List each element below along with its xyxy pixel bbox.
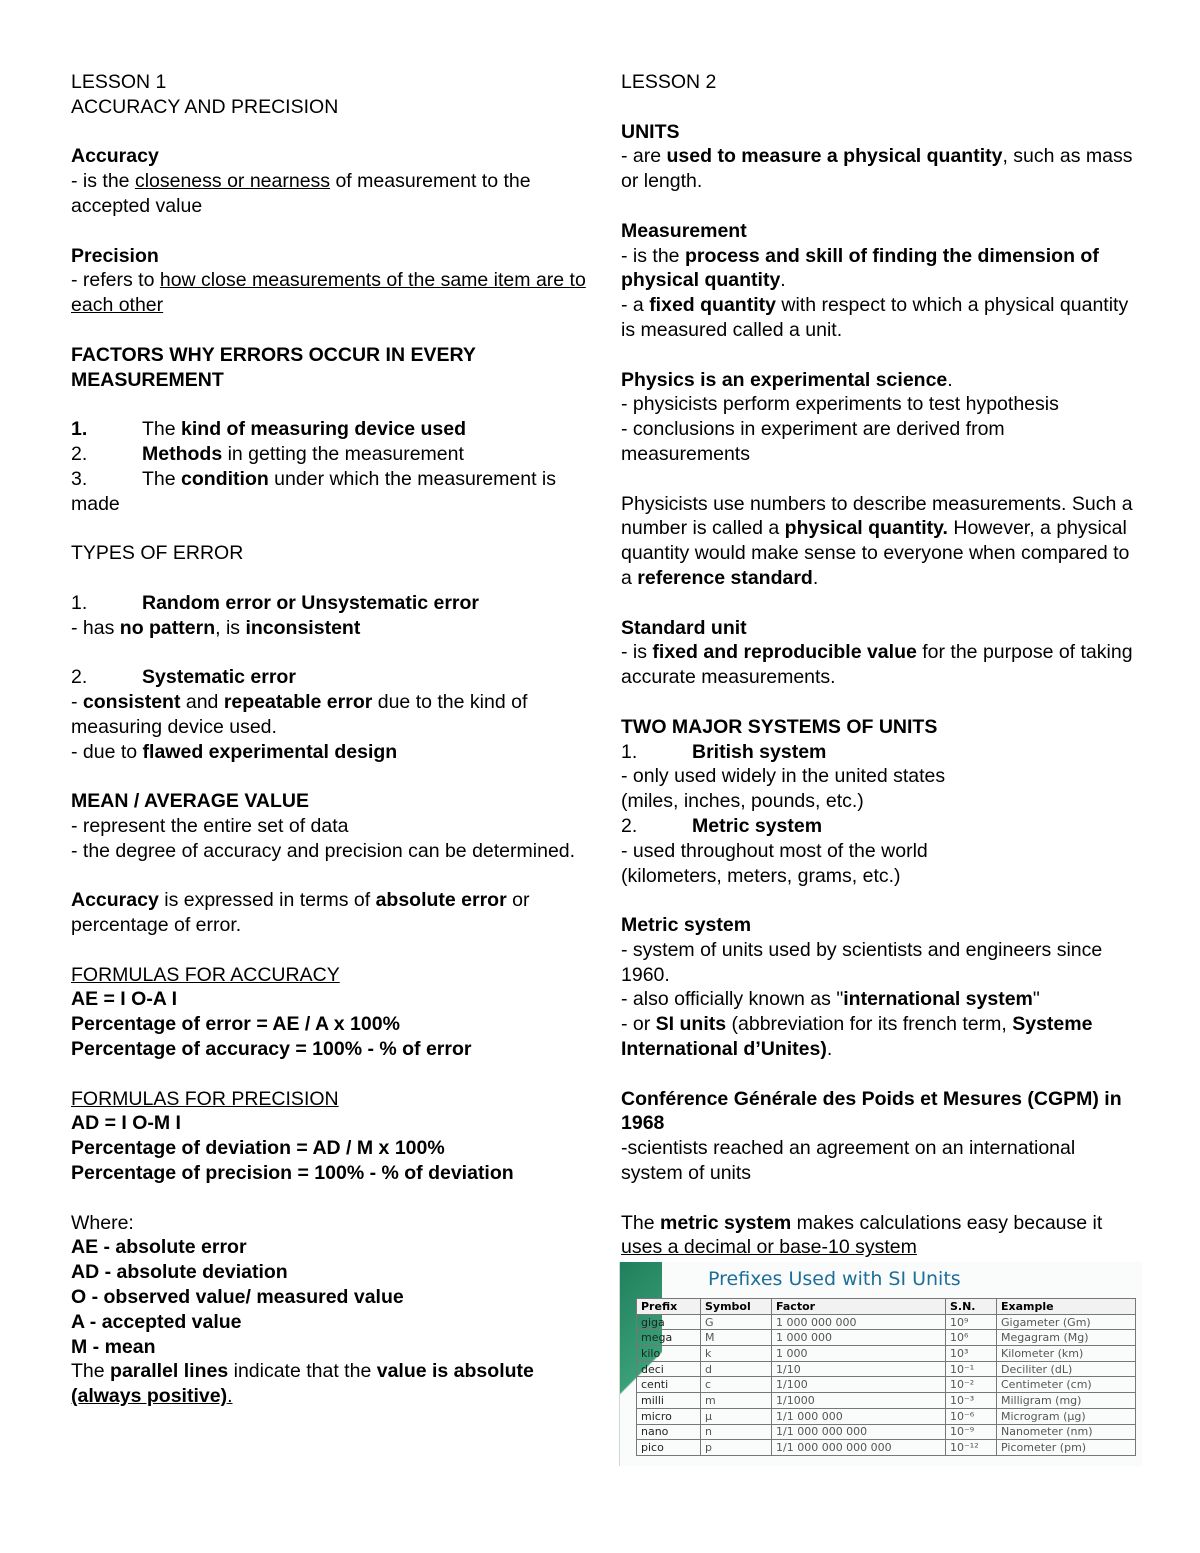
table-cell: 10⁻¹ <box>946 1361 997 1377</box>
table-cell: centi <box>637 1377 701 1393</box>
british-system-title: 1. British system <box>621 740 827 763</box>
table-row <box>637 1314 1136 1330</box>
table-cell: 10⁶ <box>946 1330 997 1346</box>
legend-line: A - accepted value <box>71 1310 242 1333</box>
formula-line: AE = I O-A I <box>71 988 178 1011</box>
systematic-error-desc-2: - due to flawed experimental design <box>71 740 398 763</box>
table-cell: 10³ <box>946 1346 997 1362</box>
table-cell: Microgram (μg) <box>997 1408 1136 1424</box>
table-cell: Nanometer (nm) <box>997 1424 1136 1440</box>
british-system-line: (miles, inches, pounds, etc.) <box>621 790 864 813</box>
systems-heading: TWO MAJOR SYSTEMS OF UNITS <box>621 715 938 738</box>
standard-unit-heading: Standard unit <box>621 616 747 639</box>
table-cell: 10⁻² <box>946 1377 997 1393</box>
measurement-unit: - a fixed quantity with respect to which a physical quantity is measured called a unit. <box>621 294 1129 341</box>
table-cell: 10⁻¹² <box>946 1440 997 1456</box>
physics-line: - physicists perform experiments to test hypothesis <box>621 393 1059 416</box>
accuracy-heading: Accuracy <box>71 145 159 168</box>
legend-line: O - observed value/ measured value <box>71 1286 404 1309</box>
random-error-title: 1. Random error or Unsystematic error <box>71 591 480 614</box>
units-heading: UNITS <box>621 120 680 143</box>
physics-line: - conclusions in experiment are derived from measurements <box>621 418 1005 465</box>
table-row <box>637 1408 1136 1424</box>
si-table-body <box>637 1314 1136 1455</box>
table-cell: m <box>701 1393 772 1409</box>
table-cell: d <box>701 1361 772 1377</box>
table-cell: giga <box>637 1314 701 1330</box>
table-cell: 10⁻³ <box>946 1393 997 1409</box>
table-cell: nano <box>637 1424 701 1440</box>
measurement-definition: - is the process and skill of finding the dimension of physical quantity. <box>621 244 1099 292</box>
table-cell: 1/1000 <box>772 1393 946 1409</box>
mean-heading: MEAN / AVERAGE VALUE <box>71 790 309 813</box>
legend-line: AE - absolute error <box>71 1236 247 1259</box>
types-heading: TYPES OF ERROR <box>71 542 244 565</box>
accuracy-expressed: Accuracy is expressed in terms of absolute error or percentage of error. <box>71 889 530 937</box>
lesson-1-title: ACCURACY AND PRECISION <box>71 95 339 118</box>
metric-heading: Metric system <box>621 914 752 937</box>
table-header-row <box>637 1299 1136 1315</box>
metric-line: - also officially known as "international system" <box>621 988 1040 1011</box>
decimal-system-note: The metric system makes calculations easy because it uses a decimal or base-10 system <box>621 1211 1103 1259</box>
table-cell: G <box>701 1314 772 1330</box>
standard-unit-definition: - is fixed and reproducible value for the purpose of taking accurate measurements. <box>621 641 1133 689</box>
mean-line: - represent the entire set of data <box>71 814 349 837</box>
table-cell: 1 000 <box>772 1346 946 1362</box>
systematic-error-title: 2. Systematic error <box>71 666 296 689</box>
table-cell: pico <box>637 1440 701 1456</box>
column-header: Prefix <box>637 1299 701 1315</box>
si-prefixes-table <box>636 1298 1136 1456</box>
metric-system-line: - used throughout most of the world <box>621 839 928 862</box>
cgpm-line: -scientists reached an agreement on an international system of units <box>621 1137 1076 1185</box>
table-cell: 1/1 000 000 <box>772 1408 946 1424</box>
table-row <box>637 1377 1136 1393</box>
table-cell: 10⁹ <box>946 1314 997 1330</box>
column-header: Factor <box>772 1299 946 1315</box>
formula-line: AD = I O-M I <box>71 1112 181 1135</box>
table-cell: 10⁻⁶ <box>946 1408 997 1424</box>
precision-heading: Precision <box>71 244 159 267</box>
table-cell: M <box>701 1330 772 1346</box>
metric-line: - or SI units (abbreviation for its french term, Systeme International d’Unites). <box>621 1013 1093 1061</box>
systematic-error-desc: - consistent and repeatable error due to the kind of measuring device used. <box>71 690 528 738</box>
table-cell: Centimeter (cm) <box>997 1377 1136 1393</box>
table-cell: mega <box>637 1330 701 1346</box>
table-row <box>637 1330 1136 1346</box>
table-cell: Gigameter (Gm) <box>997 1314 1136 1330</box>
table-cell: 10⁻⁹ <box>946 1424 997 1440</box>
table-row <box>637 1424 1136 1440</box>
table-cell: p <box>701 1440 772 1456</box>
factor-item: 1. The kind of measuring device used <box>71 418 467 441</box>
table-cell: Kilometer (km) <box>997 1346 1136 1362</box>
physics-heading: Physics is an experimental science. <box>621 368 953 391</box>
formulas-precision-heading: FORMULAS FOR PRECISION <box>71 1087 339 1110</box>
table-cell: Picometer (pm) <box>997 1440 1136 1456</box>
units-definition: - are used to measure a physical quantity, such as mass or length. <box>621 145 1133 193</box>
column-header: Example <box>997 1299 1136 1315</box>
formulas-accuracy-heading: FORMULAS FOR ACCURACY <box>71 963 340 986</box>
table-cell: deci <box>637 1361 701 1377</box>
formula-line: Percentage of accuracy = 100% - % of error <box>71 1038 472 1061</box>
left-column <box>71 70 586 1409</box>
formula-line: Percentage of deviation = AD / M x 100% <box>71 1137 445 1160</box>
factor-item: 2. Methods in getting the measurement <box>71 442 464 465</box>
formula-line: Percentage of error = AE / A x 100% <box>71 1013 400 1036</box>
table-cell: Megagram (Mg) <box>997 1330 1136 1346</box>
column-header: S.N. <box>946 1299 997 1315</box>
random-error-desc: - has no pattern, is inconsistent <box>71 616 361 639</box>
table-cell: μ <box>701 1408 772 1424</box>
where-label: Where: <box>71 1211 134 1234</box>
legend-line: M - mean <box>71 1335 156 1358</box>
measurement-heading: Measurement <box>621 219 747 242</box>
table-row <box>637 1361 1136 1377</box>
table-cell: k <box>701 1346 772 1362</box>
metric-system-line: (kilometers, meters, grams, etc.) <box>621 864 901 887</box>
lesson-1-label: LESSON 1 <box>71 71 167 93</box>
british-system-line: - only used widely in the united states <box>621 765 946 788</box>
right-column <box>621 70 1136 1260</box>
cgpm-heading: Conférence Générale des Poids et Mesures (CGPM) in 1968 <box>621 1087 1122 1135</box>
table-cell: Deciliter (dL) <box>997 1361 1136 1377</box>
factors-heading: FACTORS WHY ERRORS OCCUR IN EVERY MEASUREMENT <box>71 343 476 391</box>
table-row <box>637 1346 1136 1362</box>
table-cell: c <box>701 1377 772 1393</box>
table-cell: 1 000 000 000 <box>772 1314 946 1330</box>
table-cell: 1 000 000 <box>772 1330 946 1346</box>
factor-item: 3. The condition under which the measurement is made <box>71 467 556 515</box>
table-cell: 1/1 000 000 000 000 <box>772 1440 946 1456</box>
formula-line: Percentage of precision = 100% - % of deviation <box>71 1162 514 1185</box>
table-cell: 1/100 <box>772 1377 946 1393</box>
precision-definition: - refers to how close measurements of the same item are to each other <box>71 269 586 317</box>
si-prefixes-figure <box>619 1262 1142 1466</box>
metric-line: - system of units used by scientists and engineers since 1960. <box>621 938 1103 986</box>
mean-line: - the degree of accuracy and precision can be determined. <box>71 839 576 862</box>
parallel-lines-note: The parallel lines indicate that the value is absolute (always positive). <box>71 1360 534 1408</box>
legend-line: AD - absolute deviation <box>71 1261 288 1284</box>
table-cell: milli <box>637 1393 701 1409</box>
table-row <box>637 1393 1136 1409</box>
table-cell: 1/1 000 000 000 <box>772 1424 946 1440</box>
table-cell: micro <box>637 1408 701 1424</box>
si-table-title: Prefixes Used with SI Units <box>708 1268 961 1290</box>
metric-system-title: 2. Metric system <box>621 814 823 837</box>
lesson-2-label: LESSON 2 <box>621 71 717 93</box>
table-cell: Milligram (mg) <box>997 1393 1136 1409</box>
column-header: Symbol <box>701 1299 772 1315</box>
table-row <box>637 1440 1136 1456</box>
table-cell: n <box>701 1424 772 1440</box>
accuracy-definition: - is the closeness or nearness of measurement to the accepted value <box>71 170 531 217</box>
table-cell: kilo <box>637 1346 701 1362</box>
table-cell: 1/10 <box>772 1361 946 1377</box>
physical-quantity-paragraph: Physicists use numbers to describe measurements. Such a number is called a physical quantity. However, a physical quantity would make sense to everyone when compared to a reference standard. <box>621 492 1133 589</box>
